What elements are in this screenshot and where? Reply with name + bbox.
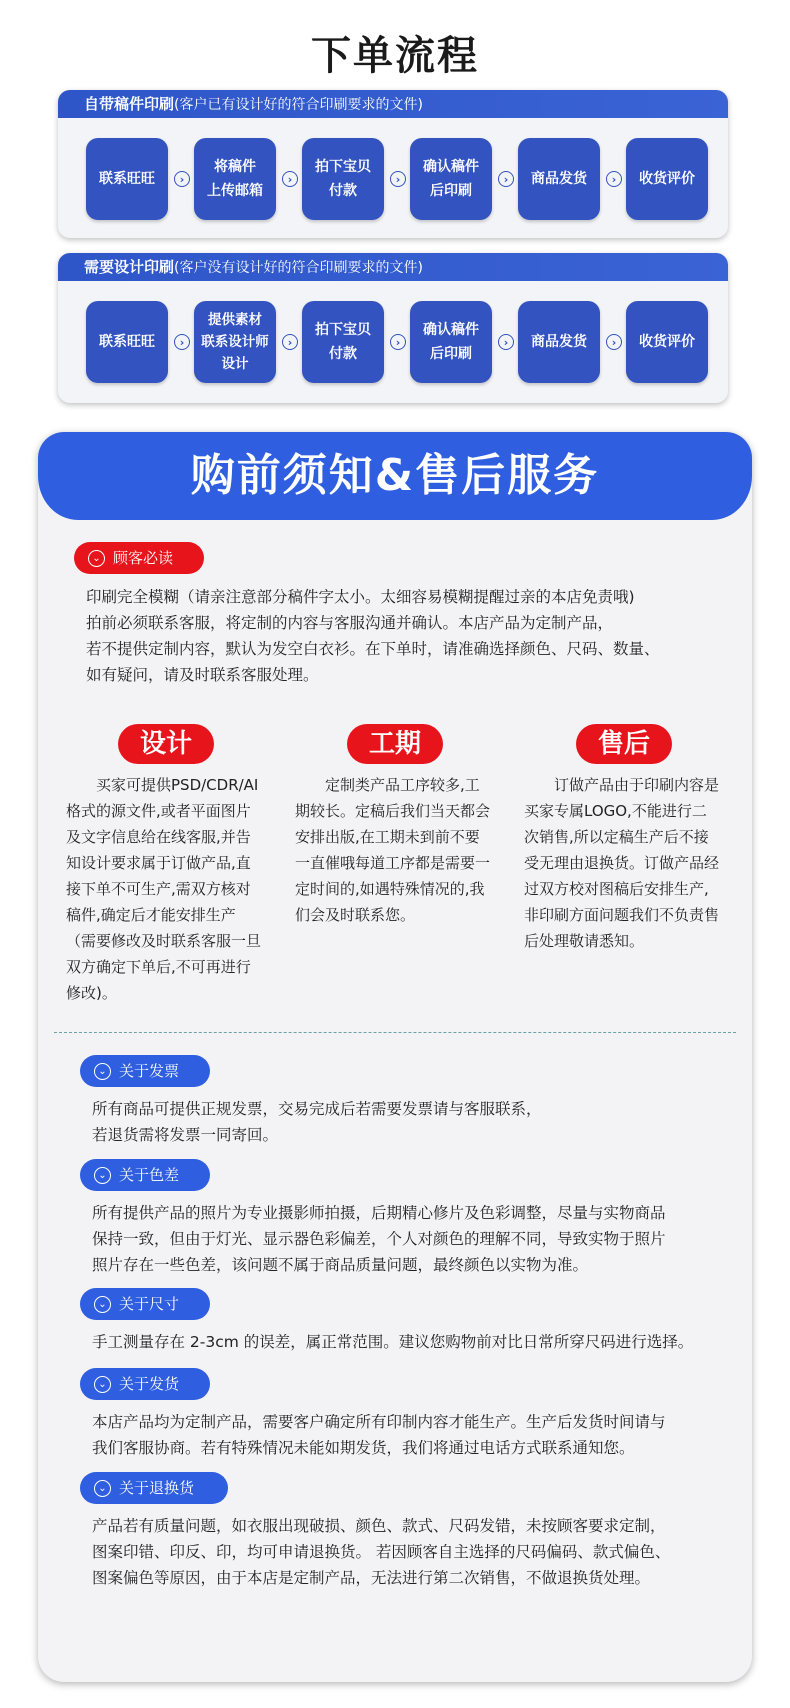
- chevron-right-icon: ›: [390, 171, 406, 187]
- notice-title: 购前须知&售后服务: [38, 432, 752, 520]
- chevron-right-icon: ›: [174, 334, 190, 350]
- flow1-step-upload: 将稿件 上传邮箱: [194, 138, 276, 220]
- chevron-down-icon: ⌄: [94, 1376, 111, 1393]
- size-badge: [80, 1288, 210, 1320]
- shipping-badge: [80, 1368, 210, 1400]
- chevron-right-icon: ›: [606, 334, 622, 350]
- flow-design-needed-title: 需要设计印刷: [84, 258, 175, 276]
- flow2-step-ship: 商品发货: [518, 301, 600, 383]
- flow-design-needed-subtitle: (客户没有设计好的符合印刷要求的文件): [174, 260, 423, 276]
- page-title: 下单流程: [311, 33, 479, 79]
- return-label: 关于退换货: [119, 1479, 195, 1497]
- return-text: 产品若有质量问题，如衣服出现破损、颜色、款式、尺码发错，未按顾客要求定制， 图案印错、印反、印，均可申请退换货。 若因顾客自主选择的尺码偏码、款式偏色、 图案偏色等原因，由于本店是定制产品，无法进行第二次销售，不做退换货处理。: [92, 1517, 671, 1587]
- chevron-down-icon: ⌄: [94, 1167, 111, 1184]
- flow1-step-review: 收货评价: [626, 138, 708, 220]
- column-design-label: 设计: [118, 724, 214, 764]
- color-diff-label: 关于色差: [119, 1166, 180, 1184]
- chevron-down-icon: ⌄: [94, 1480, 111, 1497]
- flow-self-supplied: [58, 90, 728, 238]
- chevron-right-icon: ›: [174, 171, 190, 187]
- flow-design-needed-header: [58, 253, 728, 281]
- flow-self-supplied-subtitle: (客户已有设计好的符合印刷要求的文件): [174, 97, 423, 113]
- must-read-text: 印刷完全模糊（请亲注意部分稿件字太小。太细容易模糊提醒过亲的本店免责哦) 拍前必须联系客服，将定制的内容与客服沟通并确认。本店产品为定制产品， 若不提供定制内容，默认为发空白衣衫。在下单时，请准确选择颜色、尺码、数量、 如有疑问，请及时联系客服处理。: [86, 588, 660, 684]
- must-read-label: 顾客必读: [113, 549, 174, 567]
- invoice-text: 所有商品可提供正规发票，交易完成后若需要发票请与客服联系， 若退货需将发票一同寄回。: [92, 1100, 542, 1144]
- chevron-down-icon: ⌄: [88, 550, 105, 567]
- column-aftersales-label: 售后: [576, 724, 672, 764]
- flow2-step-review: 收货评价: [626, 301, 708, 383]
- flow2-step-pay: 拍下宝贝 付款: [302, 301, 384, 383]
- flow-self-supplied-title: 自带稿件印刷: [84, 95, 175, 113]
- chevron-right-icon: ›: [282, 171, 298, 187]
- column-schedule-label: 工期: [347, 724, 443, 764]
- invoice-badge: [80, 1055, 210, 1087]
- flow1-step-ship: 商品发货: [518, 138, 600, 220]
- chevron-right-icon: ›: [498, 334, 514, 350]
- flow1-step-pay: 拍下宝贝 付款: [302, 138, 384, 220]
- column-aftersales-text: 订做产品由于印刷内容是买家专属LOGO,不能进行二次销售,所以定稿生产后不接受无理由退换货。订做产品经过双方校对图稿后安排生产,非印刷方面问题我们不负责售后处理敬请悉知。: [524, 776, 720, 950]
- flow2-step-design: 提供素材 联系设计师 设计: [194, 301, 276, 383]
- flow-design-needed: [58, 253, 728, 403]
- chevron-down-icon: ⌄: [94, 1296, 111, 1313]
- color-diff-text: 所有提供产品的照片为专业摄影师拍摄，后期精心修片及色彩调整，尽量与实物商品 保持一致，但由于灯光、显示器色彩偏差，个人对颜色的理解不同，导致实物于照片 照片存在一些色差，该问题不属于商品质量问题，最终颜色以实物为准。: [92, 1204, 666, 1274]
- size-label: 关于尺寸: [119, 1295, 180, 1313]
- column-design-text: 买家可提供PSD/CDR/AI格式的源文件,或者平面图片及文字信息给在线客服,并告知设计要求属于订做产品,直接下单不可生产,需双方核对稿件,确定后才能安排生产（需要修改及时联系客服一旦双方确定下单后,不可再进行修改)。: [66, 776, 262, 1002]
- chevron-down-icon: ⌄: [94, 1063, 111, 1080]
- chevron-right-icon: ›: [606, 171, 622, 187]
- flow2-step-confirm: 确认稿件 后印刷: [410, 301, 492, 383]
- column-schedule-text: 定制类产品工序较多,工期较长。定稿后我们当天都会安排出版,在工期未到前不要一直催哦每道工序都是需要一定时间的,如遇特殊情况的,我们会及时联系您。: [295, 776, 491, 924]
- shipping-label: 关于发货: [119, 1375, 180, 1393]
- chevron-right-icon: ›: [282, 334, 298, 350]
- flow-self-supplied-header: [58, 90, 728, 118]
- color-diff-badge: [80, 1159, 210, 1191]
- section-divider: [54, 1032, 736, 1033]
- flow2-step-contact: 联系旺旺: [86, 301, 168, 383]
- chevron-right-icon: ›: [498, 171, 514, 187]
- invoice-label: 关于发票: [119, 1062, 180, 1080]
- shipping-text: 本店产品均为定制产品，需要客户确定所有印制内容才能生产。生产后发货时间请与 我们客服协商。若有特殊情况未能如期发货，我们将通过电话方式联系通知您。: [92, 1413, 666, 1457]
- return-badge: [80, 1472, 228, 1504]
- chevron-right-icon: ›: [390, 334, 406, 350]
- flow1-step-confirm: 确认稿件 后印刷: [410, 138, 492, 220]
- size-text: 手工测量存在 2-3cm 的误差，属正常范围。建议您购物前对比日常所穿尺码进行选择。: [92, 1333, 694, 1351]
- flow1-step-contact: 联系旺旺: [86, 138, 168, 220]
- must-read-badge: [74, 542, 204, 574]
